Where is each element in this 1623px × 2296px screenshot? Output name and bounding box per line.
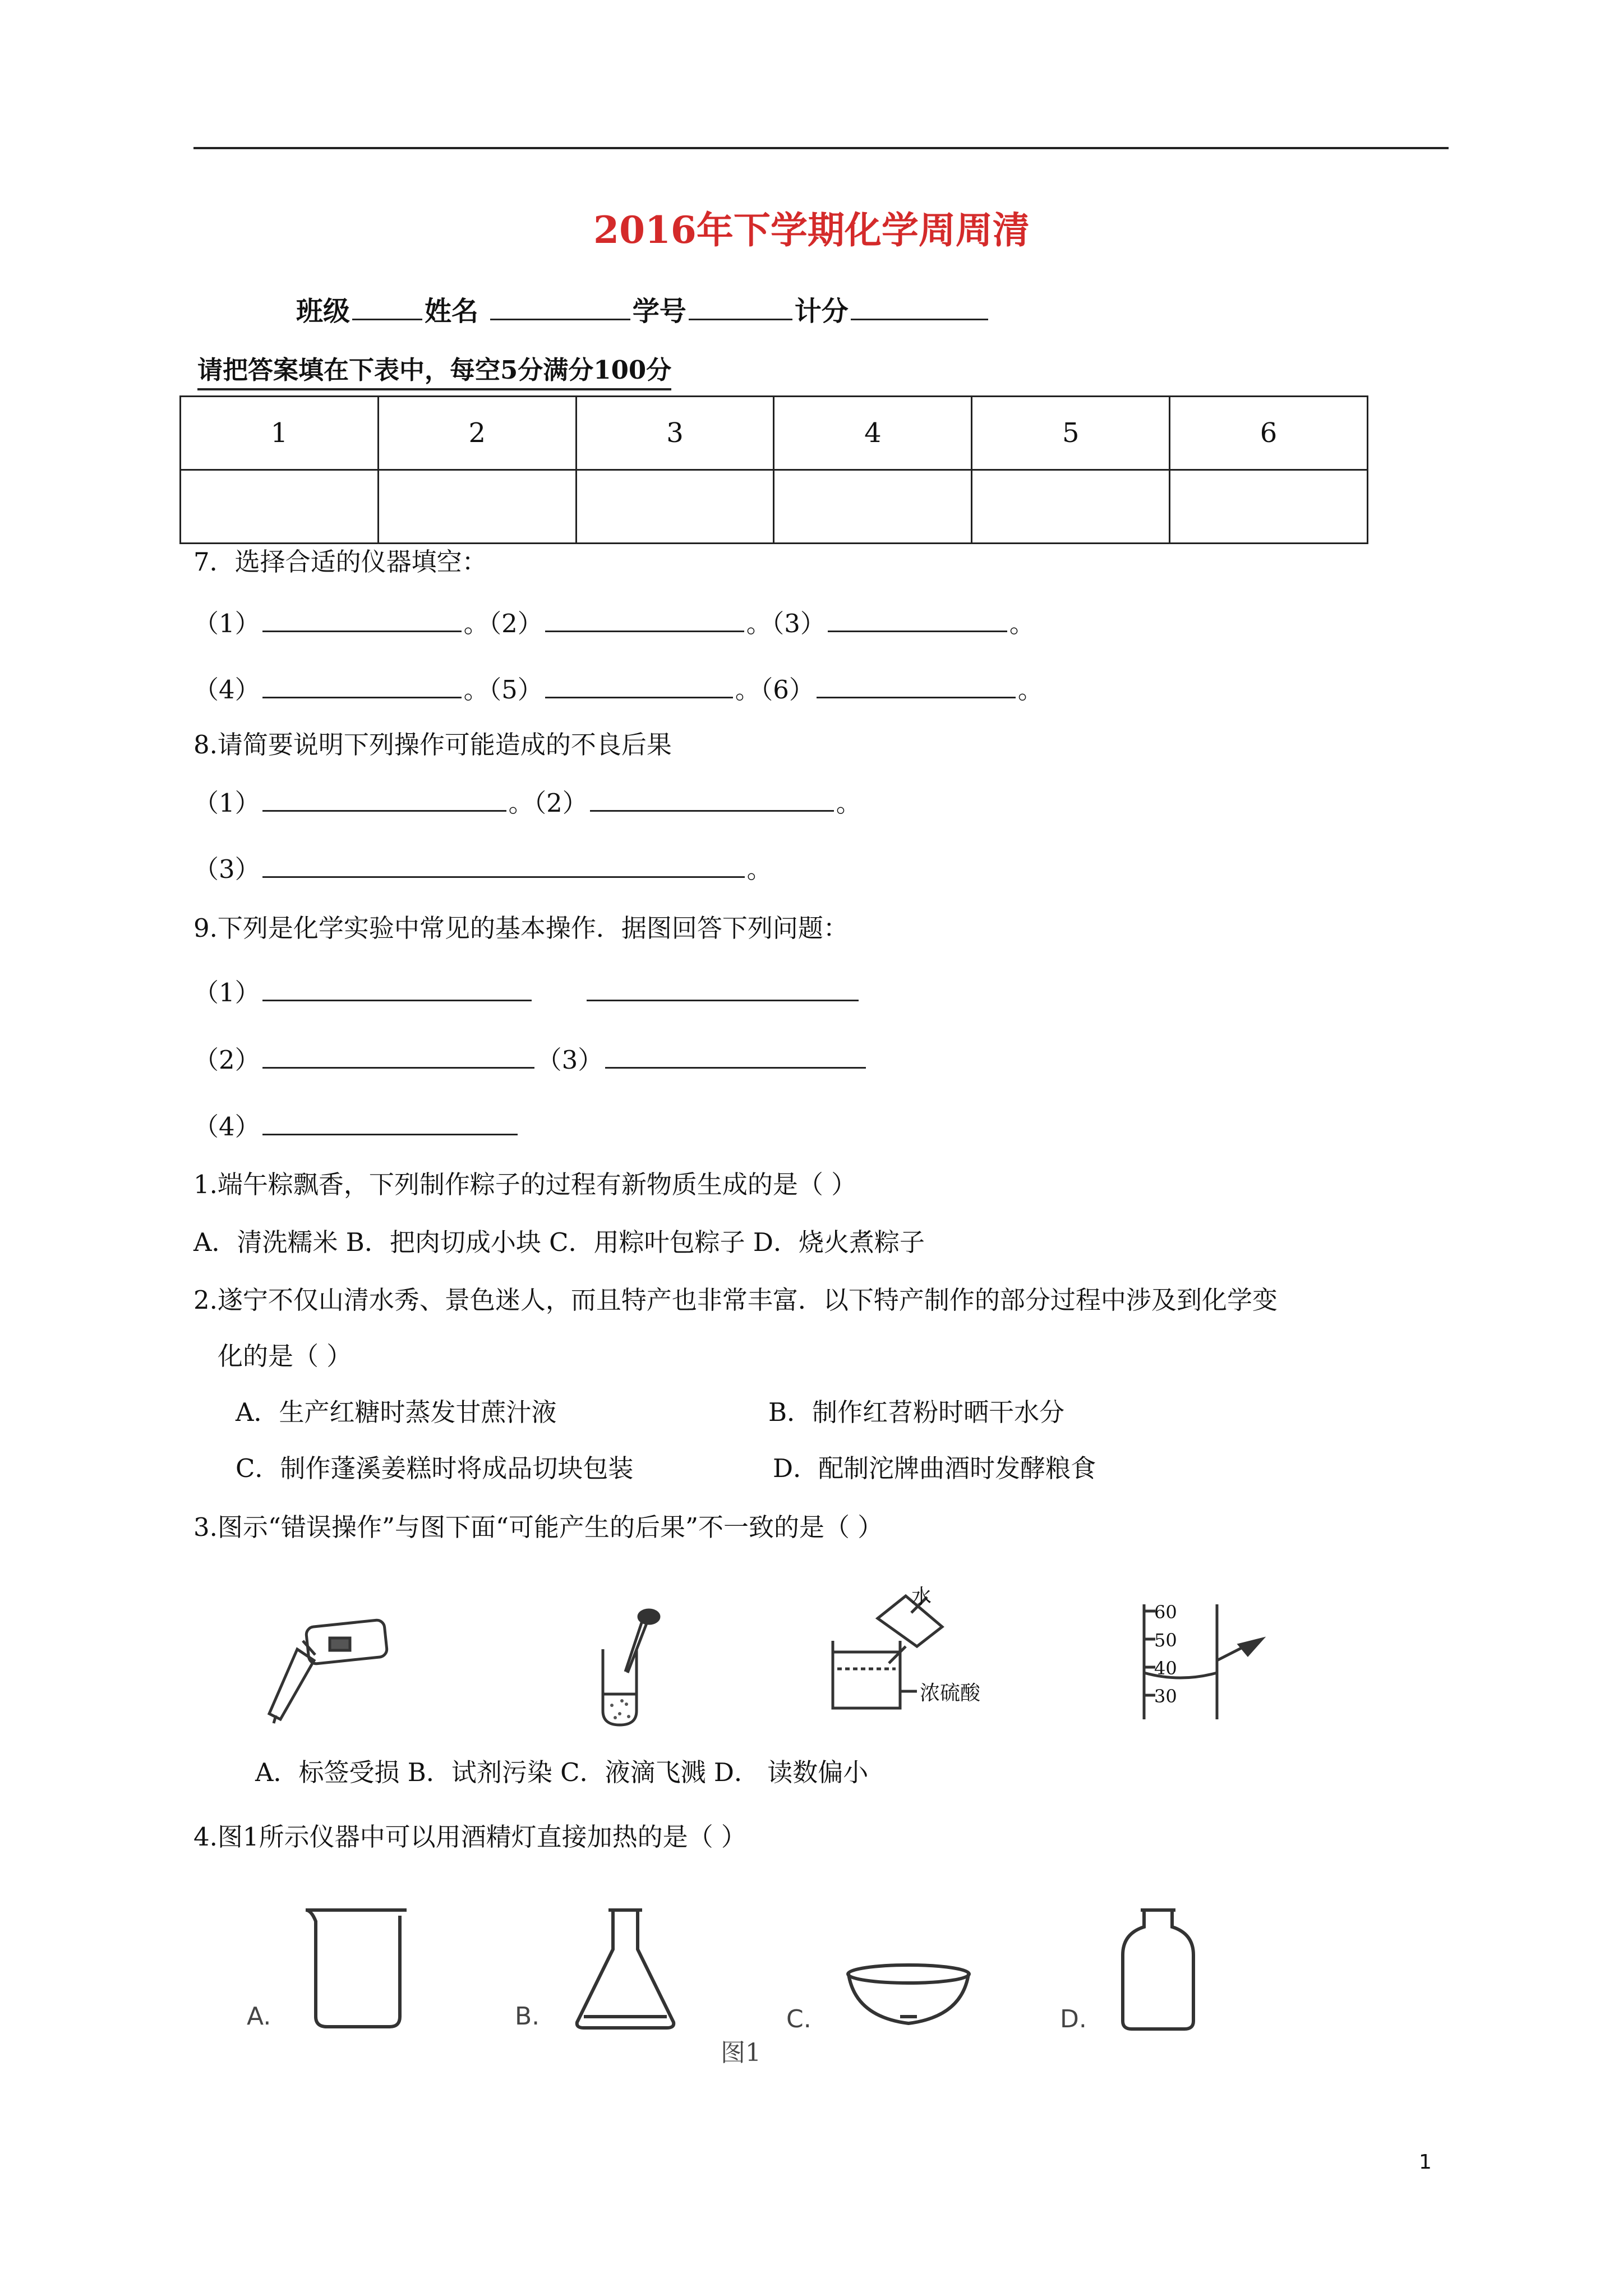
dropper-test-tube-figure: [586, 1604, 670, 1728]
water-label: 水: [911, 1585, 932, 1608]
option-b-letter: B.: [515, 2002, 540, 2031]
answer-header-3: 3: [576, 397, 774, 470]
q7-blank-2[interactable]: [545, 606, 744, 632]
figure-caption: 图1: [721, 2039, 761, 2067]
q8-blank-3[interactable]: [262, 852, 745, 878]
name-label: 姓名: [425, 296, 479, 327]
q7-marker-2: 。（2）: [463, 609, 543, 638]
answer-header-5: 5: [972, 397, 1170, 470]
answer-cell-4[interactable]: [774, 470, 972, 544]
q2-option-a: A．生产红糖时蒸发甘蔗汁液: [236, 1397, 557, 1427]
q2-stem-line2: 化的是（ ）: [218, 1341, 352, 1371]
q7-blank-4[interactable]: [262, 672, 462, 698]
q9-line3: [193, 1109, 520, 1144]
q8-end-mark: 。: [836, 788, 861, 818]
answer-table: [179, 395, 1368, 544]
option-c-letter: C.: [786, 2005, 811, 2033]
q9-blank-2[interactable]: [262, 1042, 534, 1069]
q8-line2: [193, 852, 772, 886]
q7-marker-1: （1）: [193, 609, 260, 638]
q9-marker-2: （2）: [193, 1045, 260, 1075]
page-title: 2016年下学期化学周周清: [593, 208, 1030, 252]
tick-30: 30: [1154, 1686, 1177, 1707]
answer-header-6: 6: [1170, 397, 1368, 470]
q2-stem-line1: 2.遂宁不仅山清水秀、景色迷人，而且特产也非常丰富．以下特产制作的部分过程中涉及到化学变: [193, 1285, 1278, 1315]
acid-label: 浓硫酸: [920, 1682, 981, 1705]
q4-stem: 4.图1所示仪器中可以用酒精灯直接加热的是（ ）: [193, 1822, 746, 1852]
pouring-reagent-figure: [264, 1616, 398, 1728]
answer-cell-2[interactable]: [378, 470, 576, 544]
answer-cell-6[interactable]: [1170, 470, 1368, 544]
answer-cell-1[interactable]: [181, 470, 379, 544]
evaporating-dish-figure: [844, 1961, 973, 2033]
q8-stem: 8.请简要说明下列操作可能造成的不良后果: [193, 730, 672, 760]
q3-stem: 3.图示“错误操作”与图下面“可能产生的后果”不一致的是（ ）: [193, 1512, 883, 1542]
q7-stem: 7．选择合适的仪器填空：: [193, 547, 487, 577]
q7-blank-3[interactable]: [828, 606, 1007, 632]
q7-blank-6[interactable]: [817, 672, 1016, 698]
id-label: 学号: [632, 296, 686, 327]
q8-marker-3: （3）: [193, 854, 260, 884]
q9-marker-4: （4）: [193, 1112, 260, 1142]
student-info-fields: [296, 294, 990, 328]
tick-50: 50: [1154, 1630, 1177, 1651]
score-label: 计分: [794, 296, 849, 327]
answer-header-1: 1: [181, 397, 379, 470]
cylinder-reading-figure: [1133, 1599, 1267, 1728]
q9-marker-3: （3）: [536, 1045, 603, 1075]
q7-blank-5[interactable]: [545, 672, 733, 698]
q1-options: A．清洗糯米 B．把肉切成小块 C．用粽叶包粽子 D．烧火煮粽子: [193, 1227, 925, 1257]
q2-option-c: C．制作蓬溪姜糕时将成品切块包装: [236, 1453, 634, 1483]
q9-blank-1a[interactable]: [262, 975, 532, 1001]
name-field[interactable]: [490, 294, 630, 320]
answer-header-4: 4: [774, 397, 972, 470]
q9-blank-1b[interactable]: [587, 975, 859, 1001]
q9-line2: [193, 1042, 868, 1077]
q7-line1: [193, 606, 1035, 641]
reagent-bottle-figure: [1116, 1904, 1200, 2033]
q7-marker-6: 。（6）: [735, 675, 814, 705]
option-a-letter: A.: [247, 2002, 271, 2031]
answer-header-2: 2: [378, 397, 576, 470]
q7-marker-3: 。（3）: [746, 609, 826, 638]
q7-marker-4: （4）: [193, 675, 260, 705]
q8-blank-2[interactable]: [590, 785, 834, 812]
q1-stem: 1.端午粽飘香，下列制作粽子的过程有新物质生成的是（ ）: [193, 1170, 857, 1199]
answer-cell-5[interactable]: [972, 470, 1170, 544]
conical-flask-figure: [569, 1904, 681, 2033]
q7-marker-5: 。（5）: [463, 675, 543, 705]
q9-line1: [193, 975, 861, 1010]
q8-marker-1: （1）: [193, 788, 260, 818]
option-d-letter: D.: [1060, 2005, 1087, 2033]
q2-option-d: D．配制沱牌曲酒时发酵粮食: [773, 1453, 1096, 1483]
top-rule: [193, 147, 1449, 149]
id-field[interactable]: [689, 294, 792, 320]
page-number: 1: [1419, 2151, 1432, 2174]
tick-40: 40: [1154, 1658, 1177, 1679]
q7-end-mark-2: 。: [1017, 675, 1043, 705]
q7-end-mark: 。: [1009, 609, 1035, 638]
q8-line1: [193, 785, 861, 820]
q9-marker-1: （1）: [193, 978, 260, 1007]
q7-line2: [193, 672, 1043, 707]
q8-blank-1[interactable]: [262, 785, 506, 812]
class-field[interactable]: [352, 294, 422, 320]
instruction: 请把答案填在下表中，每空5分满分100分: [197, 353, 671, 390]
q9-blank-3[interactable]: [605, 1042, 866, 1069]
dilution-beaker-figure: [822, 1585, 1012, 1719]
answer-cell-3[interactable]: [576, 470, 774, 544]
tick-60: 60: [1154, 1602, 1177, 1623]
q9-stem: 9.下列是化学实验中常见的基本操作．据图回答下列问题：: [193, 913, 849, 943]
score-field[interactable]: [851, 294, 988, 320]
beaker-figure: [300, 1904, 412, 2033]
q2-option-b: B．制作红苕粉时晒干水分: [768, 1397, 1065, 1427]
q3-options: A．标签受损 B．试剂污染 C．液滴飞溅 D． 读数偏小: [255, 1757, 869, 1787]
class-label: 班级: [296, 296, 351, 327]
q8-marker-2: 。（2）: [508, 788, 588, 818]
q7-blank-1[interactable]: [262, 606, 462, 632]
q8-end-mark-2: 。: [746, 854, 772, 884]
q9-blank-4[interactable]: [262, 1109, 518, 1135]
